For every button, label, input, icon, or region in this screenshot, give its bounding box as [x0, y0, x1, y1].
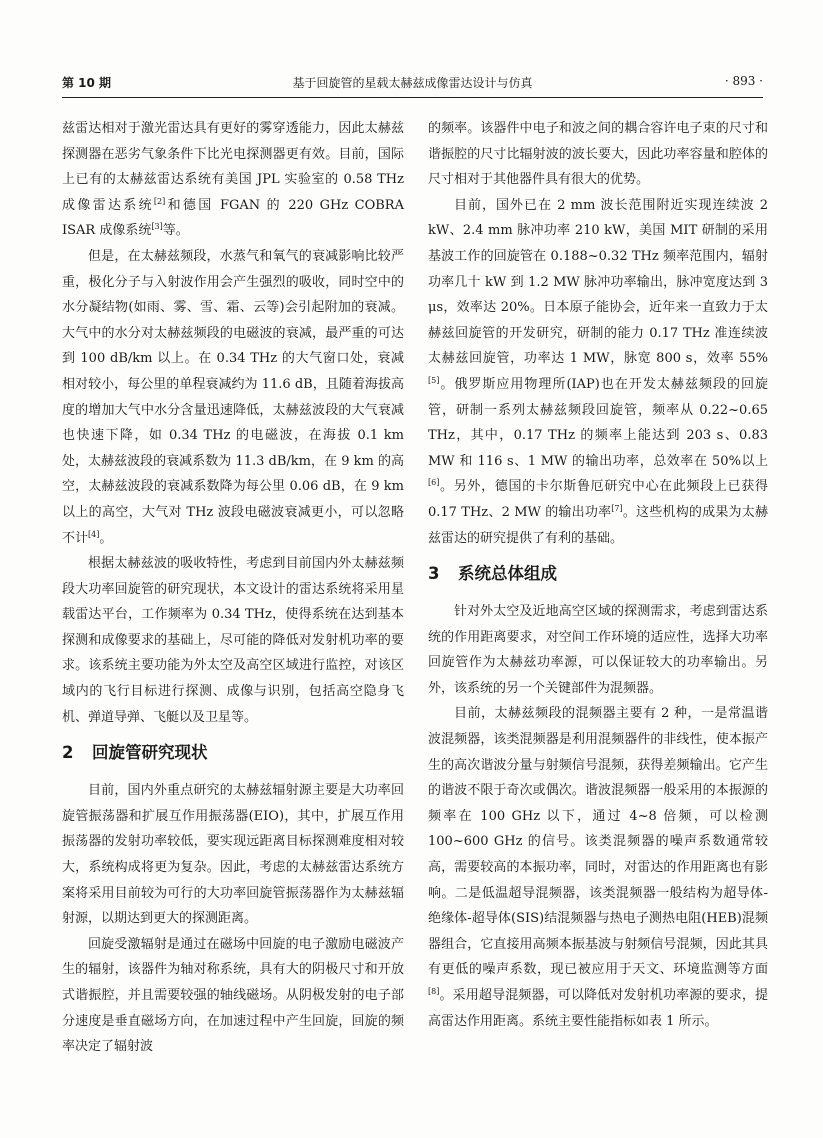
- citation: [2]: [153, 196, 166, 206]
- text-run: 和德国 FGAN 的 220 GHz COBRA ISAR 成像系统: [62, 197, 404, 239]
- section-number: 3: [428, 564, 440, 584]
- paragraph: [428, 701, 768, 1034]
- paragraph: [62, 116, 404, 244]
- section-number: 2: [62, 743, 74, 763]
- paragraph: 回旋受激辐射是通过在磁场中回旋的电子激励电磁波产生的辐射，该器件为轴对称系统，具有大的阴极尺寸和开放式谐振腔，并且需要较强的轴线磁场。从阴极发射的电子部分速度是垂直磁场方向，在加速过程中产生回旋，回旋的频率决定了辐射波: [62, 936, 404, 1055]
- text-run: 。采用超导混频器，可以降低对发射机功率源的要求，提高雷达作用距离。系统主要性能指标如表 1 所示。: [428, 988, 768, 1029]
- text-run: 。另外，德国的卡尔斯鲁厄研究中心在此频段上已获得 0.17 THz、2 MW 的输出功率: [428, 479, 768, 520]
- section-heading: [428, 563, 768, 585]
- page-number: · 893 ·: [724, 74, 763, 88]
- text-run: 。: [99, 530, 113, 546]
- running-title: 基于回旋管的星载太赫兹成像雷达设计与仿真: [292, 76, 533, 90]
- text-run: 目前，太赫兹频段的混频器主要有 2 种，一是常温谐波混频器，该类混频器是利用混频器件的非线性，使本振产生的高次谐波分量与射频信号混频，获得差频输出。它产生的谐波不限于奇次或偶次。谐波混频器一般采用的本振源的频率在 100 GHz 以下，通过 4~8 倍频，可以检测 100~600 GHz 的信号。该类混频器的噪声系数通常较高，需要较高的本振功率，同时，对雷达的作用距离也有影响。二是低温超导混频器，该类混频器一般结构为超导体-绝缘体-超导体(SIS)结混频器与热电子测热电阻(HEB)混频器组合，它直接用高频本振基波与射频信号混频，因此其具有更低的噪声系数，现已被应用于天文、环境监测等方面: [428, 706, 768, 978]
- section-title: 回旋管研究现状: [92, 743, 208, 763]
- citation: [5]: [428, 375, 440, 385]
- text-run: 等。: [162, 223, 189, 239]
- running-header: [62, 74, 763, 94]
- paragraph: [428, 193, 768, 551]
- citation: [8]: [428, 987, 440, 996]
- text-run: 。这些机构的成果为太赫兹雷达的研究提供了有利的基础。: [428, 504, 768, 546]
- citation: [6]: [428, 478, 440, 488]
- citation: [4]: [88, 529, 100, 539]
- citation: [7]: [611, 503, 623, 513]
- paragraph: 针对外太空及近地高空区域的探测需求，考虑到雷达系统的作用距离要求，对空间工作环境的适应性，选择大功率回旋管作为太赫兹功率源，可以保证较大的功率输出。另外，该系统的另一个关键部件为混频器。: [428, 604, 768, 696]
- paragraph: 目前，国内外重点研究的太赫兹辐射源主要是大功率回旋管振荡器和扩展互作用振荡器(EIO)，其中，扩展互作用振荡器的发射功率较低，要实现远距离目标探测难度相对较大，系统构成将更为复杂。因此，考虑的太赫兹雷达系统方案将采用目前较为可行的大功率回旋管振荡器作为太赫兹辐射源，以期达到更大的探测距离。: [62, 783, 404, 927]
- paragraph: [62, 244, 404, 551]
- paragraph: 根据太赫兹波的吸收特性，考虑到目前国内外太赫兹频段大功率回旋管的研究现状，本文设计的雷达系统将采用星载雷达平台，工作频率为 0.34 THz，使得系统在达到基本探测和成像要求的基础上，尽可能的降低对发射机功率的要求。该系统主要功能为外太空及高空区域进行监控，对该区域内的飞行目标进行探测、成像与识别，包括高空隐身飞机、弹道导弹、飞艇以及卫星等。: [62, 556, 404, 725]
- left-column: [62, 116, 404, 1060]
- text-run: 兹雷达相对于激光雷达具有更好的雾穿透能力，因此太赫兹探测器在恶劣气象条件下比光电探测器更有效。目前，国际上已有的太赫兹雷达系统有美国 JPL 实验室的 0.58 THz 成像雷达系统: [62, 121, 404, 213]
- paragraph: 的频率。该器件中电子和波之间的耦合容许电子束的尺寸和谐振腔的尺寸比辐射波的波长要大，因此功率容量和腔体的尺寸相对于其他器件具有很大的优势。: [428, 121, 768, 188]
- issue-label: 第 10 期: [62, 76, 112, 90]
- section-title: 系统总体组成: [458, 564, 557, 584]
- text-run: 目前，国外已在 2 mm 波长范围附近实现连续波 2 kW、2.4 mm 脉冲功率 210 kW，美国 MIT 研制的采用基波工作的回旋管在 0.188~0.32 THz 频率范围内，辐射功率几十 kW 到 1.2 MW 脉冲功率输出，脉冲宽度达到 3 μs，效率达 20%。日本原子能协会，近年来一直致力于太赫兹回旋管的开发研究，研制的能力 0.17 THz 准连续波太赫兹回旋管，功率达 1 MW，脉宽 800 s，效率 55%: [428, 197, 768, 367]
- section-heading: [62, 742, 404, 764]
- citation: [3]: [151, 222, 163, 232]
- text-run: 。俄罗斯应用物理所(IAP)也在开发太赫兹频段的回旋管，研制一系列太赫兹频段回旋管，频率从 0.22~0.65 THz，其中，0.17 THz 的频率上能达到 203 s、0.83 MW 和 116 s、1 MW 的输出功率，总效率在 50%以上: [428, 376, 768, 469]
- right-column: [428, 116, 768, 1034]
- text-run: 但是，在太赫兹频段，水蒸气和氧气的衰减影响比较严重，极化分子与入射波作用会产生强烈的吸收，同时空中的水分凝结物(如雨、雾、雪、霜、云等)会引起附加的衰减。大气中的水分对太赫兹频段的电磁波的衰减，最严重的可达到 100 dB/km 以上。在 0.34 THz 的大气窗口处，衰减相对较小，每公里的单程衰减约为 11.6 dB，且随着海拔高度的增加大气中水分含量迅速降低，太赫兹波段的大气衰减也快速下降，如 0.34 THz 的电磁波，在海拔 0.1 km 处，太赫兹波段的衰减系数为 11.3 dB/km，在 9 km 的高空，太赫兹波段的衰减系数降为每公里 0.06 dB，在 9 km 以上的高空，大气对 THz 波段电磁波衰减更小，可以忽略不计: [62, 248, 404, 546]
- header-divider: [62, 97, 763, 98]
